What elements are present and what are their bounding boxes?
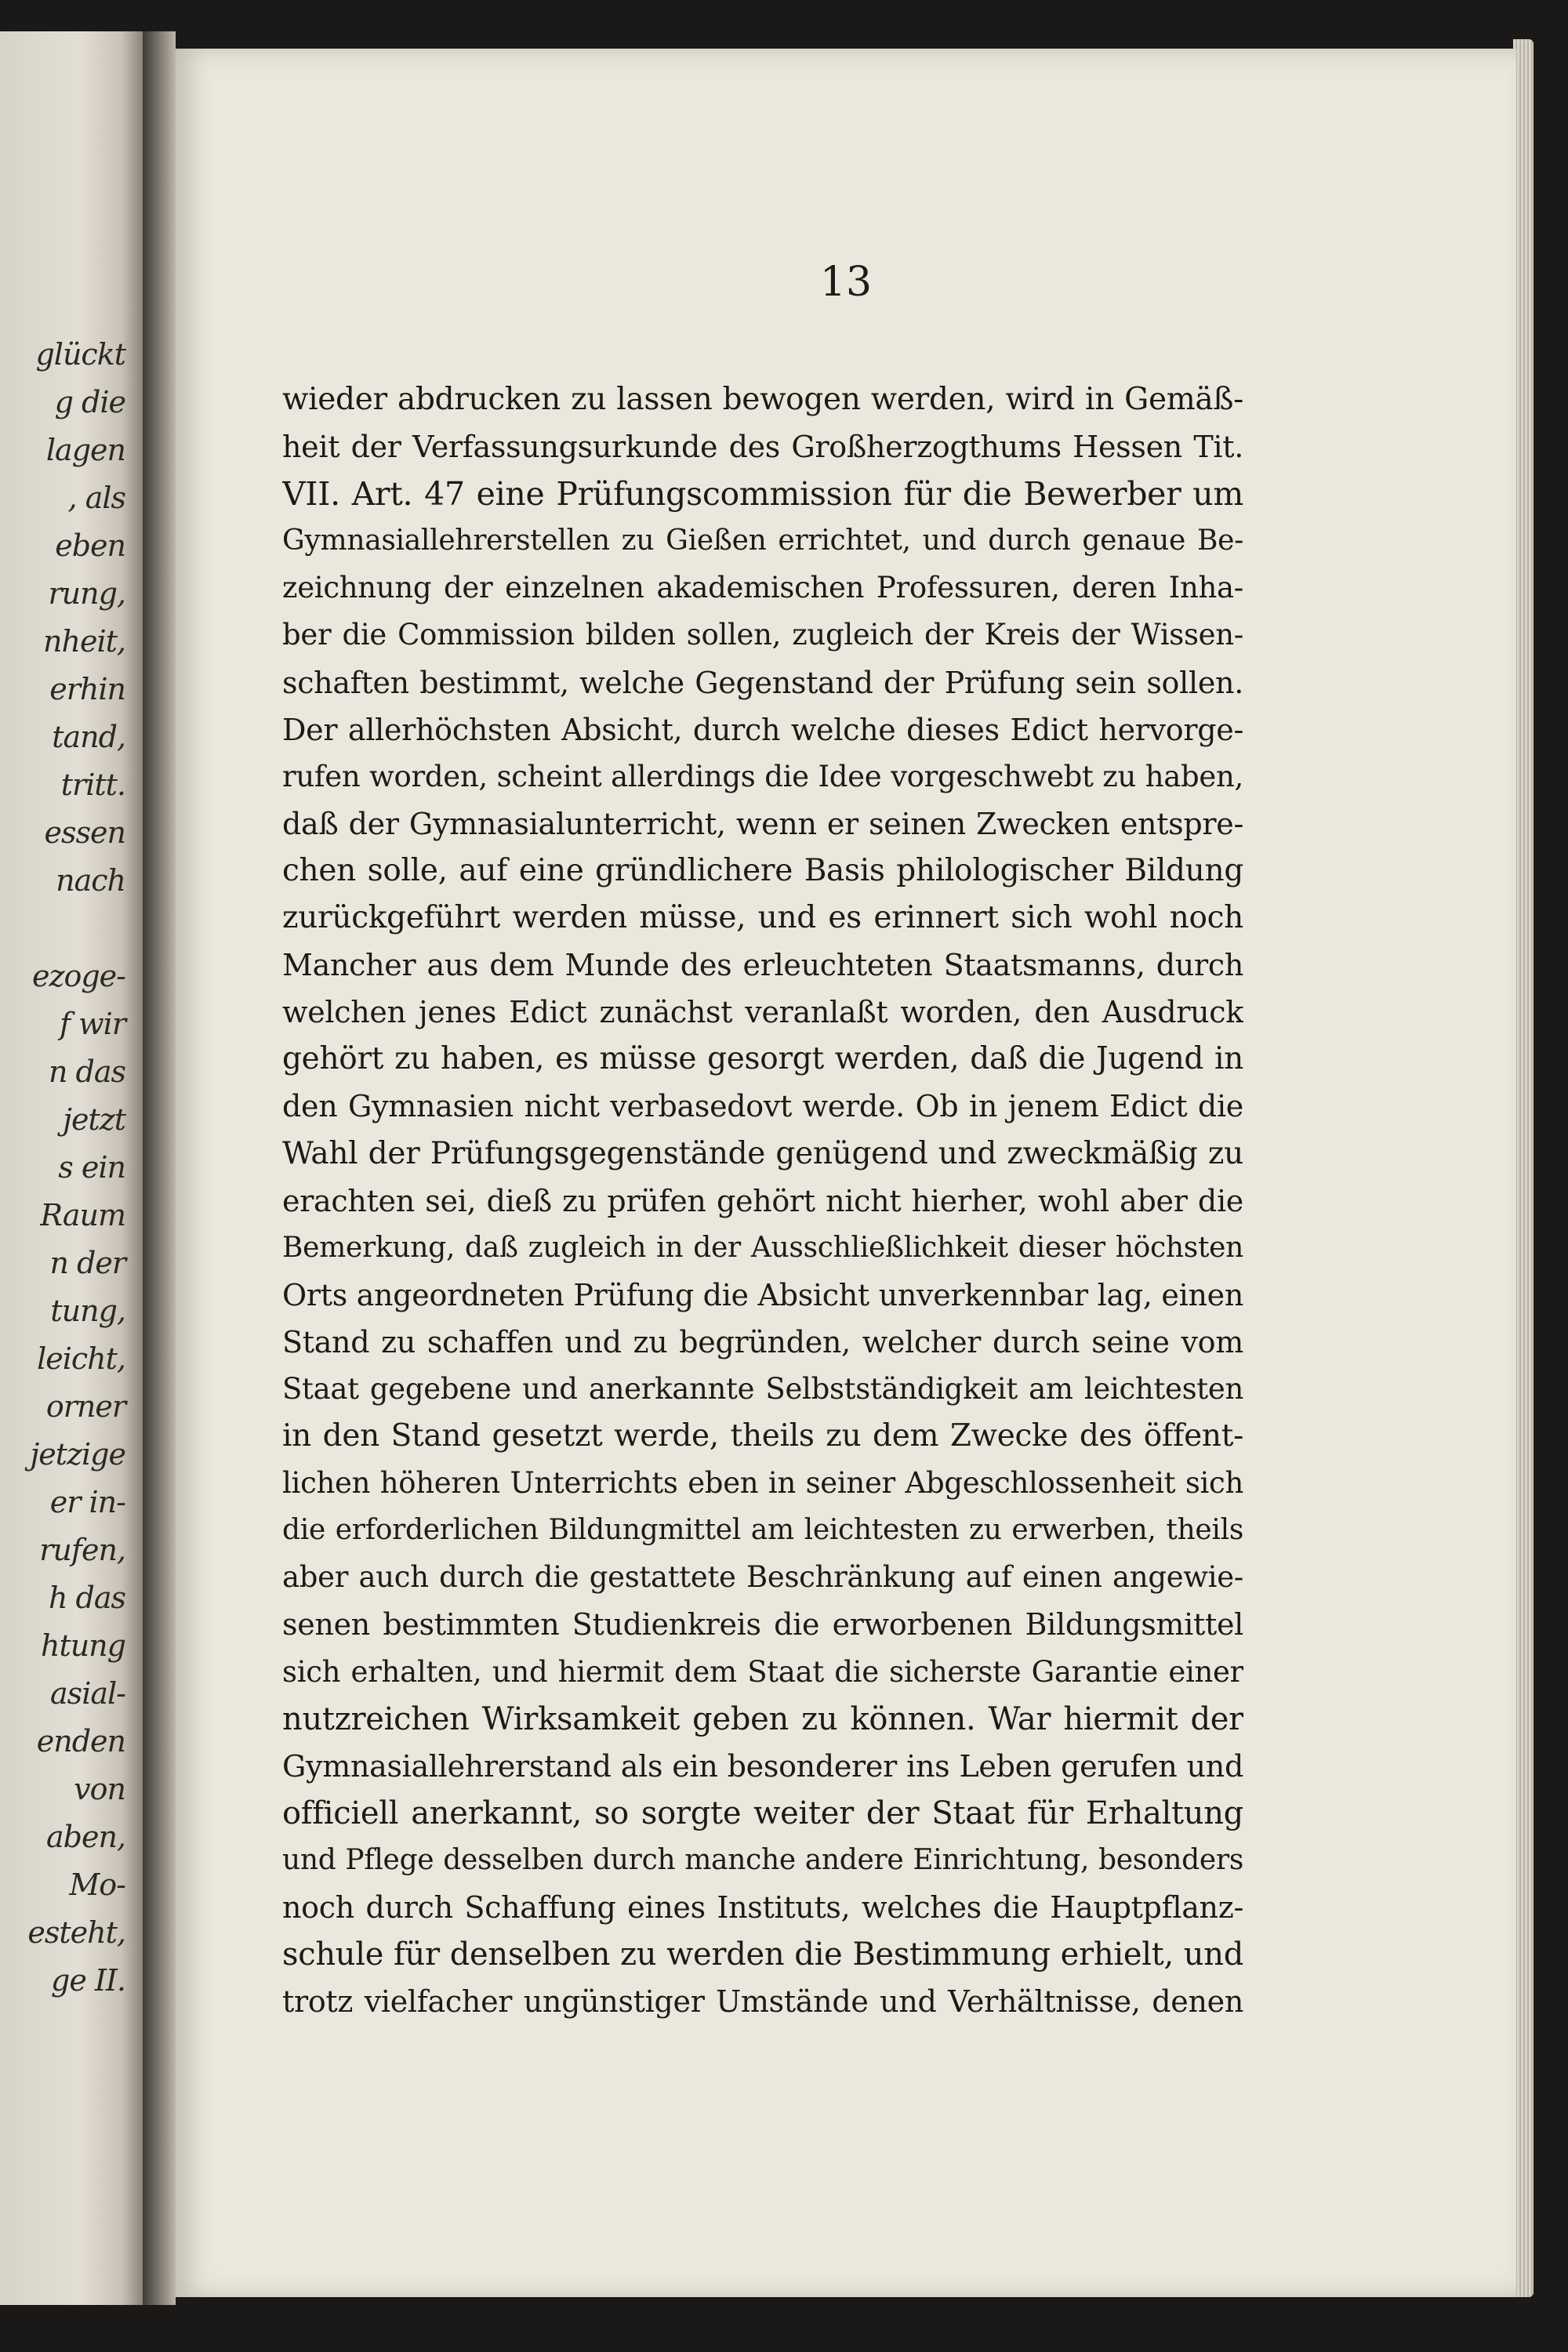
previous-page-text-fragment: ezoge- (31, 959, 125, 993)
previous-page-text-fragment: Mo- (69, 1867, 125, 1902)
previous-page-text-fragment: ge II. (51, 1963, 125, 1998)
previous-page-text-fragment: tand, (52, 720, 125, 754)
body-text (282, 376, 1243, 2025)
book-gutter (143, 31, 176, 2305)
text-line: Stand zu schaffen und zu begründen, welcher durch seine vom (282, 1324, 1243, 1359)
previous-page-text-fragment: glückt (35, 337, 125, 372)
text-line: zurückgeführt werden müsse, und es erinnert sich wohl noch (282, 900, 1243, 936)
previous-page-text-fragment: f wir (60, 1007, 125, 1041)
text-line: trotz vielfacher ungünstiger Umstände und Verhältnisse, denen (282, 1984, 1243, 2020)
book-page (176, 49, 1516, 2297)
previous-page-text-fragment: asial- (50, 1676, 125, 1711)
previous-page-text-fragment: tung, (50, 1294, 125, 1328)
previous-page-text-fragment: er in- (49, 1485, 125, 1519)
text-line: wieder abdrucken zu lassen bewogen werden, wird in Gemäß- (282, 382, 1243, 417)
text-line: officiell anerkannt, so sorgte weiter der Staat für Erhaltung (282, 1795, 1243, 1831)
text-line: in den Stand gesetzt werde, theils zu dem Zwecke des öffent- (282, 1418, 1243, 1454)
previous-page-text-fragment: htung (40, 1628, 125, 1663)
previous-page-text-fragment: lagen (45, 433, 125, 467)
text-line: Gymnasiallehrerstand als ein besonderer ins Leben gerufen und (282, 1748, 1243, 1784)
text-line: und Pflege desselben durch manche andere Einrichtung, besonders (282, 1843, 1243, 1876)
previous-page-text-fragment: nheit, (43, 624, 125, 659)
previous-page-text-fragment: erhin (49, 672, 125, 706)
text-line: nutzreichen Wirksamkeit geben zu können. War hiermit der (282, 1700, 1243, 1737)
previous-page-text-fragment: rung, (48, 576, 125, 611)
text-line: lichen höheren Unterrichts eben in seiner Abgeschlossenheit sich (282, 1466, 1243, 1501)
text-line: daß der Gymnasialunterricht, wenn er seinen Zwecken entspre- (282, 806, 1243, 841)
previous-page-text-fragment: eben (55, 528, 125, 563)
text-line: zeichnung der einzelnen akademischen Professuren, deren Inha- (282, 571, 1243, 605)
page-number: 13 (819, 259, 873, 306)
previous-page-text-fragment: s ein (58, 1150, 125, 1185)
text-line: die erforderlichen Bildungmittel am leichtesten zu erwerben, theils (282, 1514, 1243, 1547)
previous-page-text-fragment: jetzt (63, 1102, 125, 1137)
text-line: Bemerkung, daß zugleich in der Ausschließlichkeit dieser höchsten (282, 1231, 1243, 1264)
text-line: noch durch Schaffung eines Instituts, welches die Hauptpflanz- (282, 1890, 1243, 1925)
text-line: Der allerhöchsten Absicht, durch welche dieses Edict hervorge- (282, 712, 1243, 747)
previous-page-text-fragment: von (74, 1772, 125, 1806)
previous-page-text-fragment: tritt. (60, 768, 125, 802)
previous-page-text-fragment: orner (45, 1389, 125, 1424)
text-line: senen bestimmten Studienkreis die erworbenen Bildungsmittel (282, 1607, 1243, 1642)
previous-page-text-fragment: h das (48, 1581, 125, 1615)
previous-page-text-fragment: enden (36, 1724, 125, 1759)
text-line: aber auch durch die gestattete Beschränkung auf einen angewie- (282, 1560, 1243, 1595)
previous-page-text-fragment: n der (49, 1246, 125, 1280)
previous-page-text-fragment: g die (54, 385, 125, 419)
previous-page-text-fragment: Raum (40, 1198, 125, 1232)
text-line: Orts angeordneten Prüfung die Absicht unverkennbar lag, einen (282, 1277, 1243, 1312)
text-line: sich erhalten, und hiermit dem Staat die sicherste Garantie einer (282, 1654, 1243, 1689)
previous-page-text-fragment: esteht, (27, 1915, 125, 1950)
text-line: schule für denselben zu werden die Bestimmung erhielt, und (282, 1936, 1243, 1973)
text-line: Staat gegebene und anerkannte Selbstständigkeit am leichtesten (282, 1371, 1243, 1406)
previous-page-text-fragment: , als (67, 481, 125, 515)
text-line: Gymnasiallehrerstellen zu Gießen errichtet, und durch genaue Be- (282, 524, 1243, 557)
previous-page-text-fragment: leicht, (37, 1341, 125, 1376)
previous-page-text-fragment: aben, (45, 1820, 125, 1854)
previous-page-text-fragment: nach (56, 863, 125, 898)
text-line: rufen worden, scheint allerdings die Idee vorgeschwebt zu haben, (282, 759, 1243, 793)
text-line: den Gymnasien nicht verbasedovt werde. Ob in jenem Edict die (282, 1089, 1243, 1124)
previous-page-text-fragment: rufen, (39, 1533, 125, 1567)
text-line: heit der Verfassungsurkunde des Großherzogthums Hessen Tit. (282, 430, 1243, 465)
text-line: Mancher aus dem Munde des erleuchteten Staatsmanns, durch (282, 948, 1243, 983)
previous-page-text-fragment: jetzige (30, 1437, 125, 1472)
text-line: erachten sei, dieß zu prüfen gehört nicht hierher, wohl aber die (282, 1183, 1243, 1218)
text-line: gehört zu haben, es müsse gesorgt werden, daß die Jugend in (282, 1041, 1243, 1077)
text-line: welchen jenes Edict zunächst veranlaßt worden, den Ausdruck (282, 995, 1243, 1030)
text-line: Wahl der Prüfungsgegenstände genügend und zweckmäßig zu (282, 1135, 1243, 1171)
previous-page-edge (0, 31, 143, 2305)
previous-page-text-fragment: essen (44, 815, 125, 850)
text-line: schaften bestimmt, welche Gegenstand der Prüfung sein sollen. (282, 665, 1243, 700)
text-line: VII. Art. 47 eine Prüfungscommission für die Bewerber um (282, 475, 1243, 514)
previous-page-text-fragment: n das (48, 1054, 125, 1089)
text-line: chen solle, auf eine gründlichere Basis philologischer Bildung (282, 852, 1243, 888)
text-line: ber die Commission bilden sollen, zugleich der Kreis der Wissen- (282, 618, 1243, 652)
